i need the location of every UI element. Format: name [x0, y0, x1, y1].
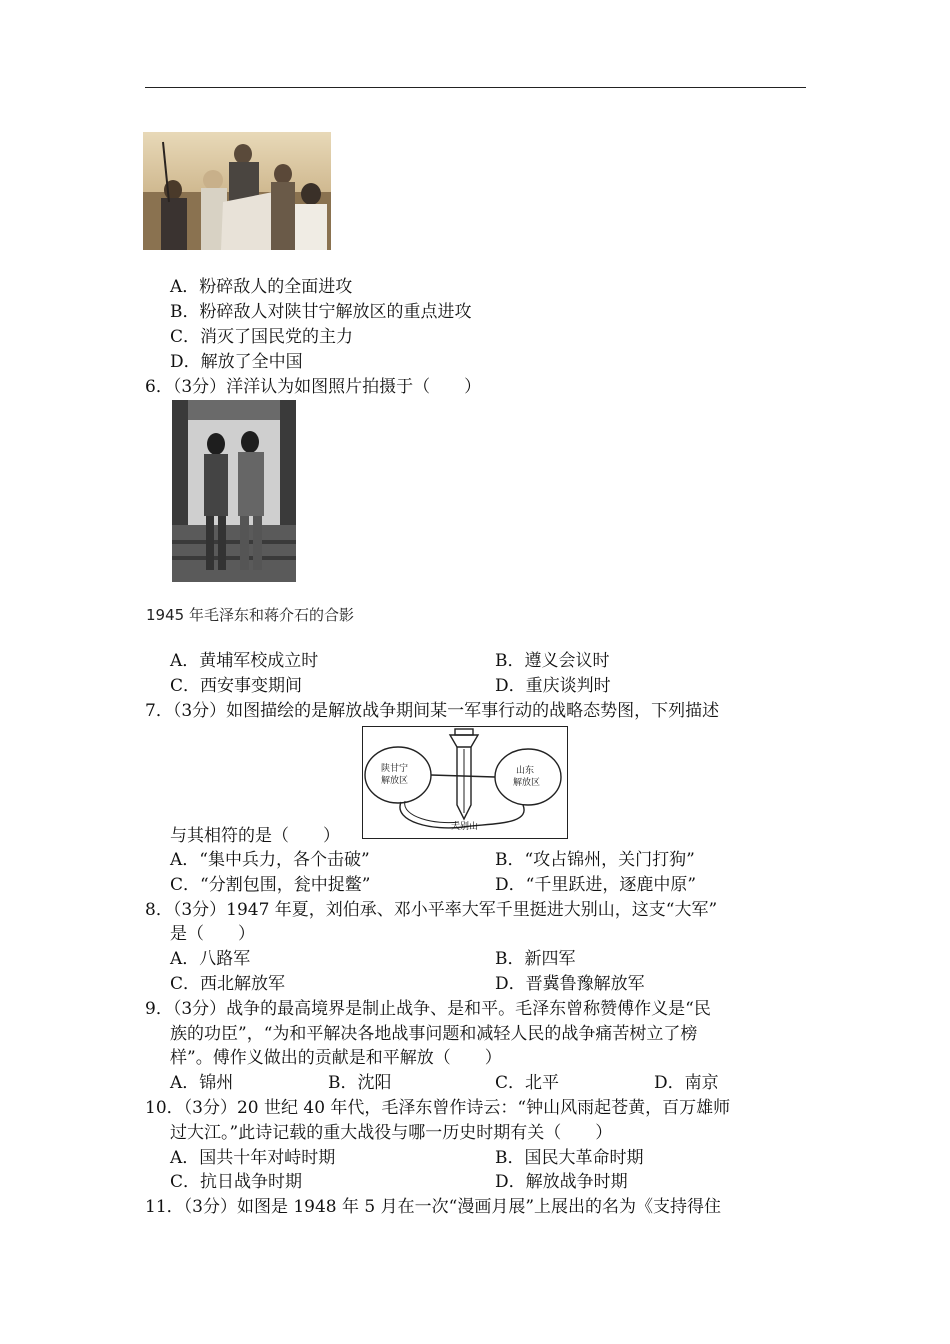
q7-stem-line2: 与其相符的是（ ） [170, 826, 340, 846]
q8-option-b: B．新四军 [495, 949, 576, 969]
q9-stem-line1: 9．（3分）战争的最高境界是制止战争、是和平。毛泽东曾称赞傅作义是“民 [145, 999, 711, 1019]
q5-option-a: A．粉碎敌人的全面进攻 [170, 277, 353, 297]
left-circle-label-2: 解放区 [381, 776, 409, 786]
q8-stem-line1: 8．（3分）1947 年夏，刘伯承、邓小平率大军千里挺进大别山，这支“大军” [145, 900, 718, 920]
q6-photo-caption: 1945 年毛泽东和蒋介石的合影 [146, 606, 354, 624]
q9-option-b: B．沈阳 [328, 1073, 392, 1093]
q6-option-c: C．西安事变期间 [170, 676, 303, 696]
q6-option-a: A．黄埔军校成立时 [170, 651, 319, 671]
right-circle-label-2: 解放区 [513, 778, 541, 788]
q7-stem-line1: 7．（3分）如图描绘的是解放战争期间某一军事行动的战略态势图，下列描述 [145, 701, 720, 721]
q9-option-a: A．锦州 [170, 1073, 234, 1093]
left-circle-label-1: 陕甘宁 [381, 764, 409, 774]
q10-option-c: C．抗日战争时期 [170, 1172, 303, 1192]
q9-stem-line3: 样”。傅作义做出的贡献是和平解放（ ） [170, 1048, 502, 1068]
q9-option-c: C．北平 [495, 1073, 560, 1093]
q8-option-c: C．西北解放军 [170, 974, 286, 994]
horseback-photo [143, 132, 331, 250]
q7-option-c: C．“分割包围，瓮中捉鳖” [170, 875, 371, 895]
q8-stem-line2: 是（ ） [170, 924, 255, 944]
q7-option-b: B．“攻占锦州，关门打狗” [495, 850, 695, 870]
dabie-mountain-label: 大别山 [451, 822, 479, 832]
q10-option-a: A．国共十年对峙时期 [170, 1148, 336, 1168]
q8-option-d: D．晋冀鲁豫解放军 [495, 974, 645, 994]
q5-option-b: B．粉碎敌人对陕甘宁解放区的重点进攻 [170, 302, 472, 322]
q5-option-c: C．消灭了国民党的主力 [170, 327, 354, 347]
strategic-situation-diagram [362, 726, 568, 839]
header-rule [145, 87, 806, 88]
mao-chiang-photo [172, 400, 296, 582]
q7-option-a: A．“集中兵力，各个击破” [170, 850, 370, 870]
q9-option-d: D．南京 [654, 1073, 719, 1093]
q5-option-d: D．解放了全中国 [170, 352, 303, 372]
q6-option-d: D．重庆谈判时 [495, 676, 611, 696]
q8-option-a: A．八路军 [170, 949, 251, 969]
right-circle-label-1: 山东 [516, 766, 535, 776]
q6-stem: 6．（3分）洋洋认为如图照片拍摄于（ ） [145, 377, 482, 397]
q6-option-b: B．遵义会议时 [495, 651, 610, 671]
q9-stem-line2: 族的功臣”，“为和平解决各地战事问题和减轻人民的战争痛苦树立了榜 [170, 1024, 698, 1044]
q7-option-d: D．“千里跃进，逐鹿中原” [495, 875, 697, 895]
q10-stem-line1: 10．（3分）20 世纪 40 年代，毛泽东曾作诗云：“钟山风雨起苍黄，百万雄师 [145, 1098, 731, 1118]
q11-stem-line1: 11．（3分）如图是 1948 年 5 月在一次“漫画月展”上展出的名为《支持得住 [145, 1197, 722, 1217]
q10-option-d: D．解放战争时期 [495, 1172, 628, 1192]
q10-stem-line2: 过大江。”此诗记载的重大战役与哪一历史时期有关（ ） [170, 1123, 613, 1143]
q10-option-b: B．国民大革命时期 [495, 1148, 644, 1168]
